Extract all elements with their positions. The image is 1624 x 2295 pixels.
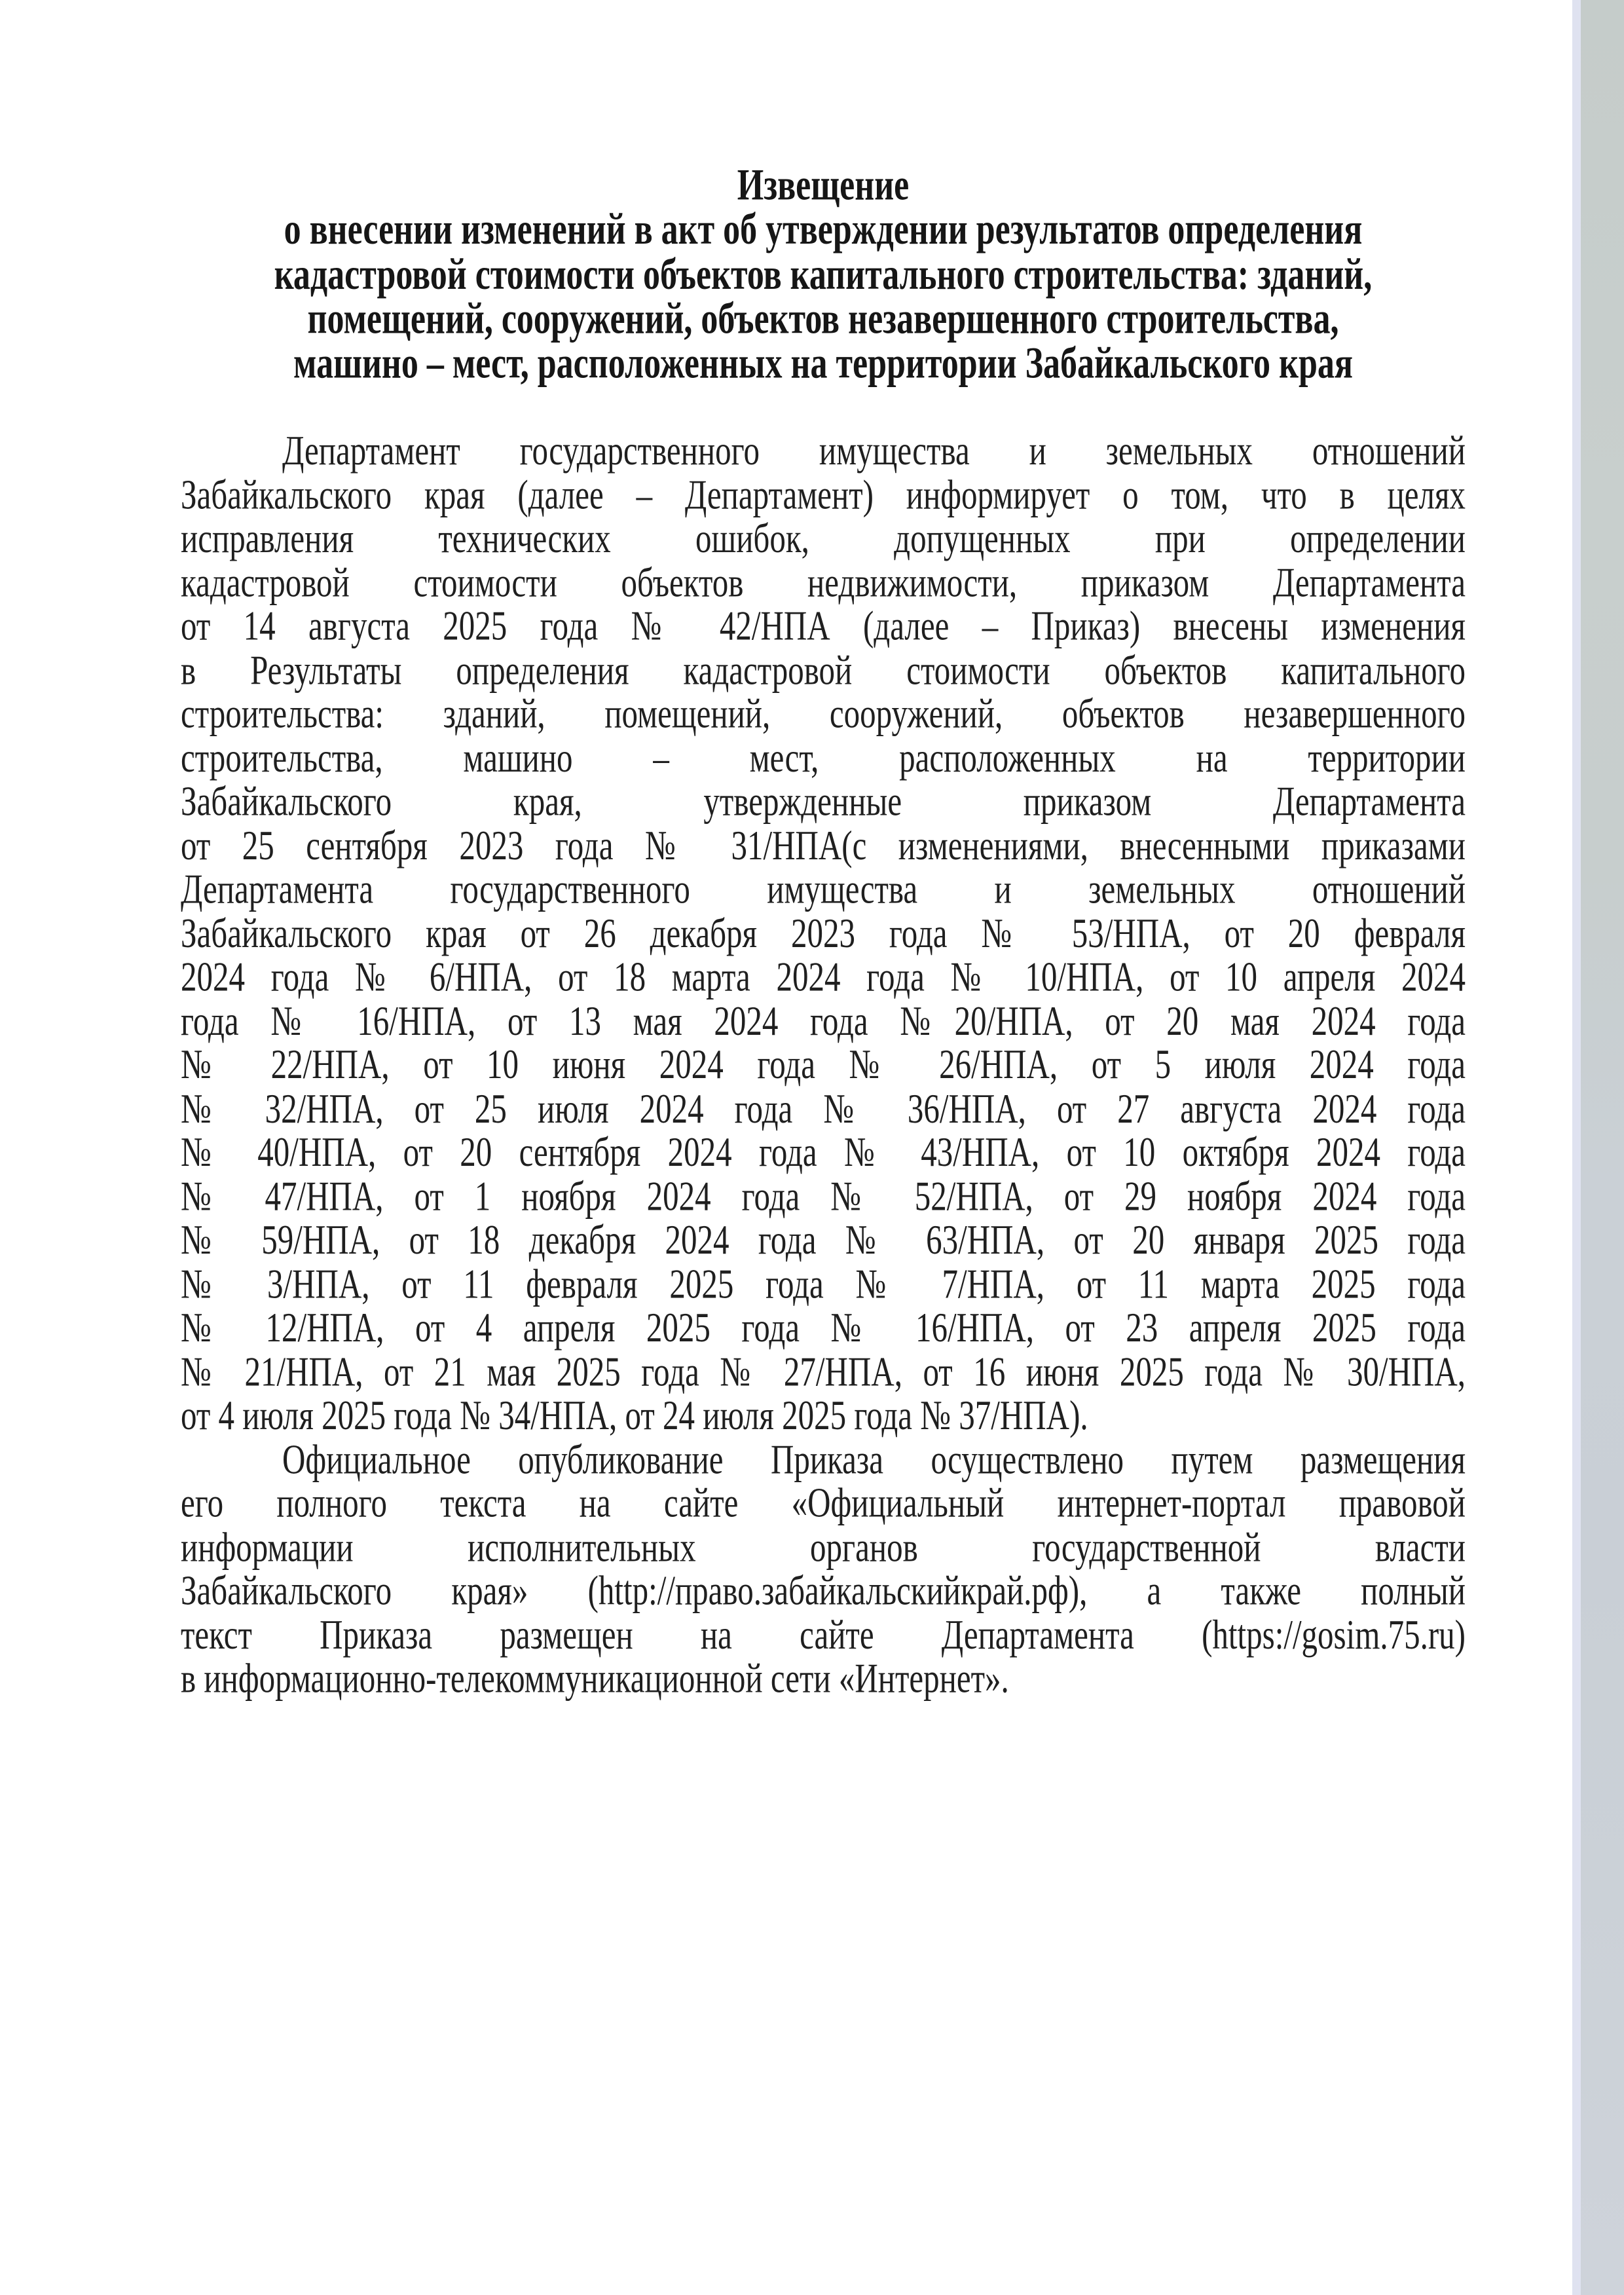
body-line: от 25 сентября 2023 года № 31/НПА(с изменениями, внесенными приказами [181,821,1466,869]
scan-edge-band [1572,0,1624,2295]
title-line: кадастровой стоимости объектов капитального строительства: зданий, [274,250,1373,299]
body-line: кадастровой стоимости объектов недвижимости, приказом Департамента [181,559,1466,606]
title-line: Извещение [737,161,910,210]
body-line: Забайкальского края» (http://право.забайкальскийкрай.рф), а также полный [181,1567,1466,1614]
body-line: в Результаты определения кадастровой стоимости объектов капитального [181,646,1466,694]
body-line: строительства, машино – мест, расположенных на территории [181,734,1466,781]
body-line: № 12/НПА, от 4 апреля 2025 года № 16/НПА, от 23 апреля 2025 года [181,1304,1466,1351]
title-line: о внесении изменений в акт об утверждении результатов определения [284,206,1363,255]
body-line: № 40/НПА, от 20 сентября 2024 года № 43/НПА, от 10 октября 2024 года [181,1129,1466,1176]
paragraph-publication [181,1438,1466,1701]
body-line: Департамента государственного имущества и земельных отношений [181,865,1466,913]
body-line: № 3/НПА, от 11 февраля 2025 года № 7/НПА, от 11 марта 2025 года [181,1260,1466,1307]
title-line: помещений, сооружений, объектов незавершенного строительства, [307,295,1339,344]
body-line: строительства: зданий, помещений, сооружений, объектов незавершенного [181,690,1466,737]
notice-content [181,161,1466,1702]
body-line: Департамент государственного имущества и земельных отношений [282,427,1466,474]
body-line: Забайкальского края, утвержденные приказом Департамента [181,777,1466,825]
notice-title [181,161,1466,388]
body-line: Забайкальского края (далее – Департамент) информирует о том, что в целях [181,471,1466,518]
body-line: № 32/НПА, от 25 июля 2024 года № 36/НПА, от 27 августа 2024 года [181,1085,1466,1132]
body-line: от 4 июля 2025 года № 34/НПА, от 24 июля 2025 года № 37/НПА). [181,1392,1088,1439]
body-line: Официальное опубликование Приказа осуществлено путем размещения [282,1436,1466,1483]
body-line: его полного текста на сайте «Официальный интернет-портал правовой [181,1480,1466,1527]
body-line: года № 16/НПА, от 13 мая 2024 года №20/НПА, от 20 мая 2024 года [181,997,1466,1045]
body-line: текст Приказа размещен на сайте Департамента (https://gosim.75.ru) [181,1611,1466,1658]
body-line: информации исполнительных органов государственной власти [181,1523,1466,1571]
paragraph-main [181,429,1466,1438]
body-line: № 59/НПА, от 18 декабря 2024 года № 63/НПА, от 20 января 2025 года [181,1216,1466,1263]
body-line: Забайкальского края от 26 декабря 2023 года № 53/НПА, от 20 февраля [181,909,1466,957]
body-line: № 21/НПА, от 21 мая 2025 года № 27/НПА, от 16 июня 2025 года № 30/НПА, [181,1348,1466,1395]
body-line: 2024 года № 6/НПА, от 18 марта 2024 года № 10/НПА, от 10 апреля 2024 [181,953,1466,1001]
body-line: исправления технических ошибок, допущенных при определении [181,515,1466,562]
title-line: машино – мест, расположенных на территории Забайкальского края [293,339,1353,388]
body-line: в информационно-телекоммуникационной сети «Интернет». [181,1654,1009,1702]
body-line: № 47/НПА, от 1 ноября 2024 года № 52/НПА, от 29 ноября 2024 года [181,1172,1466,1220]
body-line: № 22/НПА, от 10 июня 2024 года № 26/НПА, от 5 июля 2024 года [181,1041,1466,1089]
body-line: от 14 августа 2025 года № 42/НПА (далее – Приказ) внесены изменения [181,603,1466,650]
